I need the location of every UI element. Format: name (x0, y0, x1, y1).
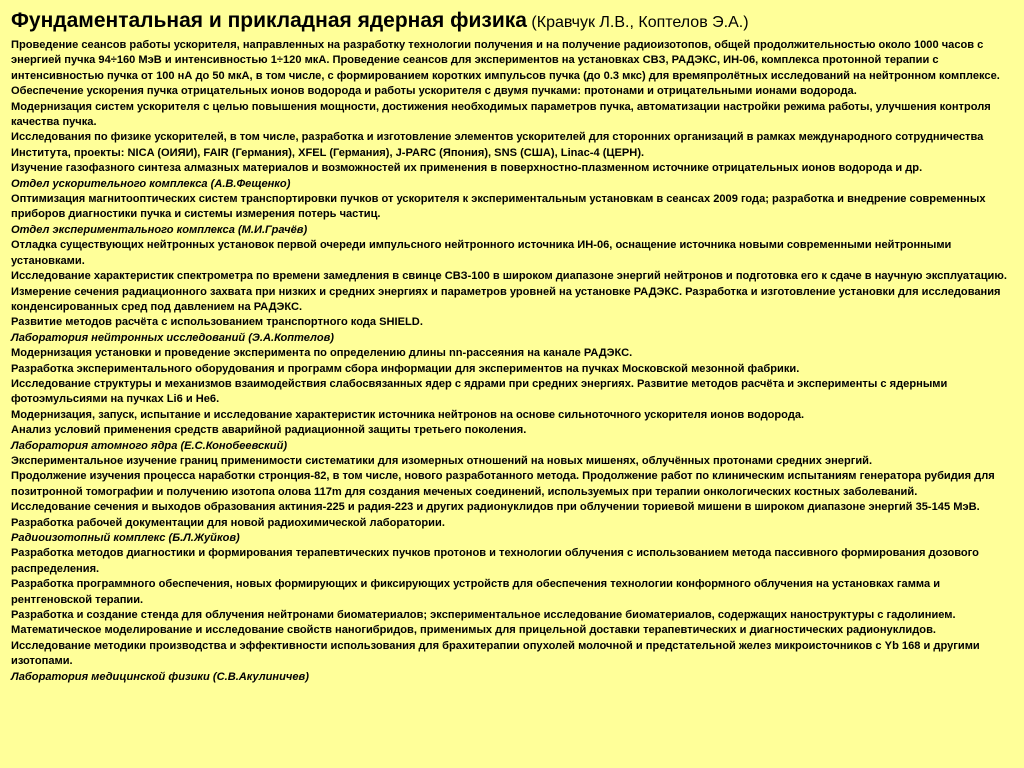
paragraph: Разработка программного обеспечения, новых формирующих и фиксирующих устройств для обеспечения технологии конформного облучения на установках гамма и рентгеновской терапии. (11, 578, 941, 606)
paragraph: Развитие методов расчёта с использованием транспортного кода SHIELD. (11, 316, 423, 329)
paragraph: Модернизация систем ускорителя с целью повышения мощности, достижения необходимых параметров пучка, автоматизации настройки режима работы, улучшения контроля качества пучка. (11, 100, 991, 129)
section-heading: Радиоизотопный комплекс (Б.Л.Жуйков) (11, 532, 240, 544)
section-heading: Лаборатория нейтронных исследований (Э.А.Коптелов) (11, 331, 334, 344)
paragraph: Отладка существующих нейтронных установок первой очереди импульсного нейтронного источника ИН-06, оснащение источника новыми современными нейтронными установками. (11, 239, 952, 267)
slide-body (11, 38, 1014, 685)
slide-title (11, 8, 1014, 36)
section-heading: Отдел экспериментального комплекса (М.И.Грачёв) (11, 223, 308, 236)
paragraph: Разработка методов диагностики и формирования терапевтических пучков протонов и технологии облучения с использованием метода пассивного формирования дозового распределения. (11, 547, 979, 575)
paragraph: Оптимизация магнитооптических систем транспортировки пучков от ускорителя к экспериментальным установкам в сеансах 2009 года; разработка и внедрение современных приборов диагностики пучка и системы измерения потерь частиц. (11, 193, 986, 221)
paragraph: Модернизация установки и проведение эксперимента по определению длины nn-рассеяния на канале РАДЭКС. (11, 347, 633, 360)
paragraph: Продолжение изучения процесса наработки стронция-82, в том числе, нового разработанного метода. Продолжение работ по клиническим испытаниям генератора рубидия для позитронной томографии и получению изотопа олова 117m для создания меченых соединений, используемых при терапии онкологических костных заболеваний. (11, 470, 995, 498)
paragraph: Исследование структуры и механизмов взаимодействия слабосвязанных ядер с ядрами при средних энергиях. Развитие методов расчёта и эксперименты с ядерными фотоэмульсиями на пучках Li6 и He6. (11, 377, 948, 406)
section-heading: Лаборатория атомного ядра (Е.С.Конобеевский) (11, 439, 288, 452)
paragraph: Разработка рабочей документации для новой радиохимической лаборатории. (11, 516, 445, 529)
paragraph: Исследование сечения и выходов образования актиния-225 и радия-223 и других радионуклидов при облучении ториевой мишени в широком диапазоне энергий 35-145 МэВ. (11, 501, 980, 514)
paragraph: Модернизация, запуск, испытание и исследование характеристик источника нейтронов на основе сильноточного ускорителя ионов водорода. (11, 408, 805, 421)
paragraph: Разработка и создание стенда для облучения нейтронами биоматериалов; экспериментальное исследование биоматериалов, содержащих наноструктуры с гадолинием. (11, 609, 956, 622)
section-heading: Отдел ускорительного комплекса (А.В.Фещенко) (11, 177, 291, 190)
section-heading: Лаборатория медицинской физики (С.В.Акулиничев) (11, 670, 309, 683)
paragraph: Экспериментальное изучение границ применимости систематики для изомерных отношений на новых мишенях, облучённых протонами средних энергий. (11, 454, 873, 467)
paragraph: Исследование характеристик спектрометра по времени замедления в свинце СВЗ-100 в широком диапазоне энергий нейтронов и подготовка его к сдаче в научную эксплуатацию. (11, 270, 1007, 283)
paragraph: Обеспечение ускорения пучка отрицательных ионов водорода и работы ускорителя с двумя пучками: протонами и отрицательными ионами водорода. (11, 85, 857, 98)
paragraph: Проведение сеансов работы ускорителя, направленных на разработку технологии получения и на получение радиоизотопов, общей продолжительностью около 1000 часов с энергией пучка 94÷160 МэВ и интенсивностью 1÷120 мкА. Проведение сеансов для экспериментов на установках СВЗ, РАДЭКС, ИН-06, комплекса протонной терапии с интенсивностью пучка от 100 нА до 50 мкА, в том числе, с формированием коротких импульсов пучка (до 0.3 мкс) для времяпролётных исследований на нейтронном комплексе. (11, 39, 1000, 82)
paragraph: Анализ условий применения средств аварийной радиационной защиты третьего поколения. (11, 424, 527, 437)
paragraph: Математическое моделирование и исследование свойств наногибридов, применимых для прицельной доставки терапевтических и диагностических радионуклидов. Исследование методики производства и эффективности использования для брахитерапии опухолей молочной и предстательной желез микроисточников с Yb 168 и другими изотопами. (11, 624, 980, 668)
paragraph: Изучение газофазного синтеза алмазных материалов и возможностей их применения в поверхностно-плазменном источнике отрицательных ионов водорода и др. (11, 162, 923, 175)
title-main: Фундаментальная и прикладная ядерная физика (11, 9, 527, 32)
paragraph: Разработка экспериментального оборудования и программ сбора информации для экспериментов на пучках Московской мезонной фабрики. (11, 362, 800, 375)
paragraph: Исследования по физике ускорителей, в том числе, разработка и изготовление элементов ускорителей для сторонних организаций в рамках международного сотрудничества Института, проекты: NICA (ОИЯИ), FAIR (Германия), XFEL (Германия), J-PARC (Япония), SNS (США), Linac-4 (ЦЕРН). (11, 131, 984, 159)
paragraph: Измерение сечения радиационного захвата при низких и средних энергиях и параметров уровней на установке РАДЭКС. Разработка и изготовление установки для исследования конденсированных сред под давлением на РАДЭКС. (11, 285, 1001, 313)
title-authors: (Кравчук Л.В., Коптелов Э.А.) (531, 14, 749, 31)
